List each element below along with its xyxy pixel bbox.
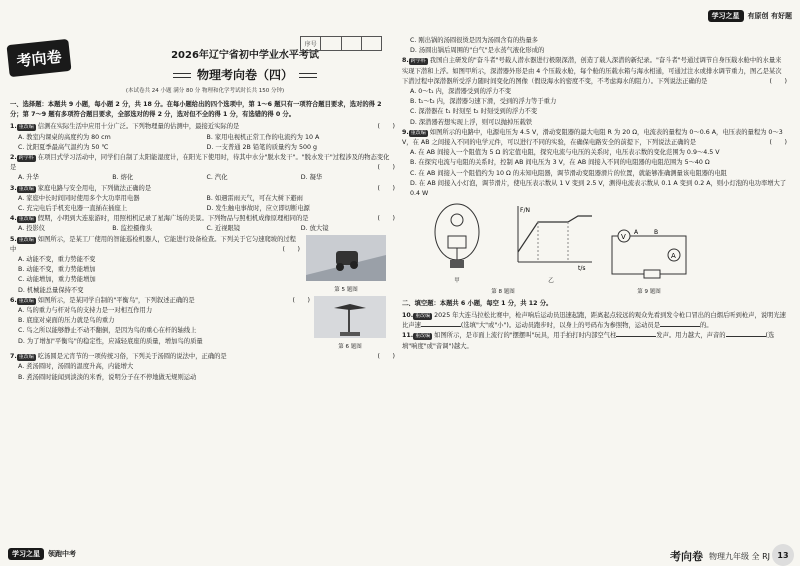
q-option: A. 0～t₁ 内，深潜器受到的浮力不变 <box>410 88 512 96</box>
q-option: D. 凝华 <box>300 174 323 182</box>
q-num: 3. <box>10 184 17 192</box>
q-option: D. 为了增加"平衡鸟"的稳定性，应减轻底座的质量，增加鸟的质量 <box>18 337 203 345</box>
circuit-diagram <box>604 226 694 282</box>
answer-blank[interactable] <box>616 336 656 337</box>
question-9: 9. 重改编 如图所示的电路中，电源电压为 4.5 V，滑动变阻器的最大电阻 R 为 20 Ω，电流表的量程为 0～0.6 A，电压表的量程为 0～3 V，在 AB 之间接入不同的电学元件，可以进行不同的实验，在确保电路安全的前提下，下列说法正确的是 ( ) A. 在 AB 间接入一个阻值为 5 Ω 的定值电阻，探究电流与电压的关系时，电压表示数的变化范围为 0.9～4.5 V B. 在探究电流与电阻的关系时，控制 AB 间电压为 3 V，在 AB 间接入不同的电阻器的电阻范围为 5～40 Ω C. 在 AB 间接入一个阻值约为 10 Ω 的未知电阻器，调节滑动变阻器滑片的位置，就能够准确测量该电阻器的电阻 D. 在 AB 间接入小灯泡，调节滑片，使电压表示数从 1 V 变到 2.5 V，测得电流表示数从 0.1 A 变到 0.2 A，则小灯泡的电功率增大了 0.4 W <box>402 128 787 199</box>
q-option: D. 机械能总量保持不变 <box>18 286 84 294</box>
brand-slogan: 有原创 有好题 <box>747 12 792 20</box>
q-stem: 吃汤圆是元宵节的一项传统习俗，下列关于汤圆的说法中，正确的是 <box>37 353 227 361</box>
q-num: 10. <box>402 312 414 320</box>
q-option: B. 底座对桌面的压力就是鸟的重力 <box>18 317 115 325</box>
svg-text:A: A <box>671 252 676 261</box>
q-stem: 我国自主研发的"奋斗者"号载人潜水器进行极限深潜，创造了载人深潜的新纪录。"奋斗者"号通过调节自身压载水舱中的水量来实现下潜和上浮。如图甲所示，深潜器外形是由 4 个压载水舱，每个舱的压载水箱与海水相通，可通过注水或排水调节重力，图乙是某次下潜过程中深潜器所受浮力随时间变化的图像（假设海水的密度不变，不考虑海水的阻力）。下列说法正确的是 <box>402 57 782 85</box>
svg-text:A: A <box>634 229 639 237</box>
tag-badge: 重改编 <box>18 297 34 304</box>
brand-top <box>708 10 792 22</box>
tag-badge: 跨学科 <box>18 155 34 162</box>
q-stem: 如图所示，是某工厂使用的智能巡检机器人，它能进行设备检查。下列关于它匀速爬坡的过程中 <box>10 235 296 253</box>
tag-badge: 跨学科 <box>410 58 426 65</box>
page-number: 13 <box>772 544 794 566</box>
brand-badge: 学习之星 <box>708 10 744 22</box>
question-2: 2. 跨学科 在项目式学习活动中，同学们自制了太阳能湿度计，在阳光下使用时，待其中水分"脱水发干"。"脱水发干"过程涉及的物态变化是 ( ) A. 升华 B. 熔化 C. 汽化 D. 凝华 <box>10 153 395 184</box>
q-option: D. 深潜器若想实现上浮，则可以抛掉压载铁 <box>410 118 533 126</box>
q-option: C. 深潜器在 t₁ 时刻至 t₂ 时刻受到的浮力不变 <box>410 108 538 116</box>
q-stem: 信测在实际生活中应用十分广泛。下列物理量的估测中，最接近实际的是 <box>37 123 240 131</box>
exam-note: (本试卷共 24 小题 满分 80 分 物理和化学考试时长共 150 分钟) <box>125 88 285 94</box>
footer <box>0 544 800 566</box>
figure-caption: 第 5 题图 <box>334 286 358 293</box>
answer-blank[interactable] <box>660 326 700 327</box>
q-stem: 如图所示，是某同学自制的"平衡鸟"，下列叙述正确的是 <box>37 296 195 304</box>
q-option: B. 煮汤圆时能闻到淡淡的米香，说明分子在不停地做无规则运动 <box>18 373 197 381</box>
section2-title: 二、填空题：本题共 6 小题，每空 1 分，共 12 分。 <box>402 299 553 307</box>
figure-caption: 第 8 题图 <box>491 288 515 295</box>
svg-text:V: V <box>621 233 626 242</box>
q-option: D. 在 AB 间接入小灯泡，调节滑片，使电压表示数从 1 V 变到 2.5 V，测得电流表示数从 0.1 A 变到 0.2 A，则小灯泡的电功率增大了 0.4 W <box>410 179 787 198</box>
q-option: A. 投影仪 <box>18 225 46 233</box>
q-num: 6. <box>10 296 17 304</box>
q-stem: 2025 年大连马拉松比赛中，枪声响后运动员迅速起跑，距离起点较远的观众先看到发令枪口冒出的白烟后听到枪声，说明光速比声速 <box>402 312 786 330</box>
q-stem: 在项目式学习活动中，同学们自制了太阳能湿度计，在阳光下使用时，待其中水分"脱水发干"。"脱水发干"过程涉及的物态变化是 <box>10 154 390 172</box>
svg-text:B: B <box>654 229 659 237</box>
q-num: 8. <box>402 57 409 65</box>
robot-illustration <box>306 235 386 281</box>
q-option: D. 放大镜 <box>300 225 329 233</box>
q-num: 11. <box>402 332 414 340</box>
q-option: C. 汽化 <box>206 174 228 182</box>
figure-8 <box>412 202 594 297</box>
q-option: B. 在探究电流与电阻的关系时，控制 AB 间电压为 3 V，在 AB 间接入不同的电阻器的电阻范围为 5～40 Ω <box>410 159 710 167</box>
balance-bird-illustration <box>314 296 386 338</box>
q-option: C. 在 AB 间接入一个阻值约为 10 Ω 的未知电阻器，调节滑动变阻器滑片的位置，就能够准确测量该电阻器的电阻 <box>410 169 727 177</box>
footer-subtitle: 物理九年级 全 RJ <box>708 551 770 561</box>
q-text: (选填"响度"或"音调")越大。 <box>402 332 775 350</box>
exam-title: 2026年辽宁省初中学业水平考试 <box>171 50 319 61</box>
q-option: B. 如遇雷雨天气，可在大树下避雨 <box>206 194 303 202</box>
q-option: C. 近视眼镜 <box>206 225 241 233</box>
question-4: 4. 重改编 假期，小明到大连旅游时，用照相机记录了星海广场的美景。下列物品与照相机成像原理相同的是 ( ) A. 投影仪 B. 监控摄像头 C. 近视眼镜 D. 放大镜 <box>10 214 395 234</box>
q-option: C. 鸟之所以能够静止不动不翻倒，是因为鸟的重心在杆的轴线上 <box>18 327 197 335</box>
figure-sublabel: 乙 <box>548 278 554 285</box>
q-text: 发声。用力越大，声音的 <box>656 332 726 340</box>
q-option: A. 在 AB 间接入一个阻值为 5 Ω 的定值电阻，探究电流与电压的关系时，电压表示数的变化范围为 0.9～4.5 V <box>410 149 720 157</box>
q-num: 5. <box>10 235 17 243</box>
q-option: A. 升华 <box>18 174 39 182</box>
seat-number-box <box>300 36 382 51</box>
q-option: B. 动能不变，重力势能增加 <box>18 266 96 274</box>
logo: 考向卷 <box>6 39 71 77</box>
q-option: D. 发生触电事故时，应立即切断电源 <box>206 205 310 213</box>
figure-9 <box>604 226 694 296</box>
q-option: B. 监控摄像头 <box>112 225 153 233</box>
tag-badge: 重改编 <box>410 129 426 136</box>
q-option: C. 充完电后手机充电器一直插在插座上 <box>18 205 128 213</box>
figure-caption: 第 6 题图 <box>338 344 362 351</box>
tag-badge: 重改编 <box>18 236 34 243</box>
buoyancy-graph <box>508 202 594 272</box>
question-10 <box>402 311 787 331</box>
q-option: C. 沈阳夏季最高气温约为 50 ℃ <box>18 143 109 151</box>
q-option: D. 一支普通 2B 铅笔的质量约为 500 g <box>206 143 317 151</box>
q-num: 9. <box>402 128 409 136</box>
figures-row <box>412 202 787 297</box>
tag-badge: 重改编 <box>415 313 431 320</box>
tag-badge: 重改编 <box>18 124 34 131</box>
y-axis-unit: F/N <box>520 207 530 215</box>
footer-brand-badge: 学习之星 <box>8 548 44 560</box>
q-option: A. 家庭中长时间同时使用多个大功率用电器 <box>18 194 140 202</box>
section1-title: 一、选择题：本题共 9 小题，每小题 2 分，共 18 分。在每小题给出的四个选项中，第 1～6 题只有一项符合题目要求，选对的得 2 分；第 7～9 题有多项符合题目要求，全部选对的得 2 分，选对但不全的得 1 分，有选错的得 0 分。 <box>10 101 382 119</box>
footer-title: 考向卷 <box>669 550 703 563</box>
q-num: 2. <box>10 154 17 162</box>
q-option: C. 刚出锅的汤圆很烫是因为汤圆含有的热量多 <box>410 37 539 44</box>
tag-badge: 重改编 <box>18 354 34 361</box>
footer-right <box>670 548 770 564</box>
q-option: D. 汤圆出锅后周围的"白气"是水蒸气液化形成的 <box>410 47 545 55</box>
q-text: (选填"大"或"小")。运动员跑步时，以身上的号码布为参照物，运动员是 <box>460 322 660 330</box>
answer-blank[interactable] <box>421 326 461 327</box>
tag-badge: 重改编 <box>18 216 34 223</box>
q-text: 的。 <box>700 322 713 330</box>
x-axis-unit: t/s <box>578 265 586 273</box>
figure-caption: 第 9 题图 <box>637 288 661 295</box>
q-option: B. 熔化 <box>112 174 134 182</box>
question-11 <box>402 331 787 351</box>
question-5: 5. 重改编 如图所示，是某工厂使用的智能巡检机器人，它能进行设备检查。下列关于它匀速爬坡的过程中 ( ) A. 动能不变，重力势能不变 B. 动能不变，重力势能增加 C. 动能增加，重力势能增加 D. 机械能总量保持不变 第 5 题图 <box>10 235 395 296</box>
figure-6 <box>314 296 386 352</box>
q-option: A. 鸟的重力与杆对鸟的支持力是一对相互作用力 <box>18 307 153 315</box>
question-3: 3. 重改编 家庭电路与安全用电，下列做法正确的是 ( ) A. 家庭中长时间同时使用多个大功率用电器 B. 如遇雷雨天气，可在大树下避雨 C. 充完电后手机充电器一直插在插座上 D. 发生触电事故时，应立即切断电源 <box>10 184 395 215</box>
q-num: 1. <box>10 123 17 131</box>
q-stem: 家庭电路与安全用电，下列做法正确的是 <box>37 184 152 192</box>
footer-brand-text: 领跑中考 <box>48 550 76 558</box>
tag-badge: 重改编 <box>415 333 431 340</box>
question-6: 6. 重改编 如图所示，是某同学自制的"平衡鸟"，下列叙述正确的是 ( ) A. 鸟的重力与杆对鸟的支持力是一对相互作用力 B. 底座对桌面的压力就是鸟的重力 C. 鸟之所以能够静止不动不翻倒，是因为鸟的重心在杆的轴线上 D. 为了增加"平衡鸟"的稳定性，应减轻底座的质量，增加鸟的质量 第 6 题图 <box>10 296 395 352</box>
question-7: 7. 重改编 吃汤圆是元宵节的一项传统习俗，下列关于汤圆的说法中，正确的是 ( ) A. 煮汤圆时，汤圆的温度升高，内能增大 B. 煮汤圆时能闻到淡淡的米香，说明分子在不停地做无规则运动 <box>10 352 395 383</box>
question-8: 8. 跨学科 我国自主研发的"奋斗者"号载人潜水器进行极限深潜，创造了载人深潜的新纪录。"奋斗者"号通过调节自身压载水舱中的水量来实现下潜和上浮。如图甲所示，深潜器外形是由 4 个压载水舱，每个舱的压载水箱与海水相通，可通过注水或排水调节重力，图乙是某次下潜过程中深潜器所受浮力随时间变化的图像（假设海水的密度不变，不考虑海水的阻力）。下列说法正确的是 ( ) A. 0～t₁ 内，深潜器受到的浮力不变 B. t₁～t₂ 内，深潜器匀速下滑，受到的浮力等于重力 C. 深潜器在 t₁ 时刻至 t₂ 时刻受到的浮力不变 D. 深潜器若想实现上浮，则可以抛掉压载铁 <box>402 56 787 127</box>
question-1: 1. 重改编 信测在实际生活中应用十分广泛。下列物理量的估测中，最接近实际的是 ( ) A. 教室内课桌的高度约为 80 cm B. 家用电视机正常工作的电流约为 10 A C. 沈阳夏季最高气温约为 50 ℃ D. 一支普通 2B 铅笔的质量约为 500 g <box>10 122 395 153</box>
figure-sublabel: 甲 <box>454 278 460 285</box>
q-stem: 假期，小明到大连旅游时，用照相机记录了星海广场的美景。下列物品与照相机成像原理相同的是 <box>37 215 309 223</box>
q-num: 4. <box>10 215 17 223</box>
seat-label: 序号 <box>301 37 321 50</box>
answer-blank[interactable] <box>726 336 766 337</box>
q-option: A. 煮汤圆时，汤圆的温度升高，内能增大 <box>18 363 134 371</box>
q-stem: 如图所示，是市面上流行的"摆摆叫"玩具，用手拍打时内部空气柱 <box>434 332 617 340</box>
q-option: C. 动能增加，重力势能增加 <box>18 276 96 284</box>
q-option: B. 家用电视机正常工作的电流约为 10 A <box>206 133 320 141</box>
figure-5 <box>306 235 386 296</box>
q-num: 7. <box>10 353 17 361</box>
tag-badge: 重改编 <box>18 185 34 192</box>
exam-subtitle: 物理考向卷（四） <box>140 66 350 83</box>
q-stem: 如图所示的电路中，电源电压为 4.5 V，滑动变阻器的最大电阻 R 为 20 Ω，电流表的量程为 0～0.6 A，电压表的量程为 0～3 V，在 AB 之间接入不同的电学元件，可以进行不同的实验，在确保电路安全的前提下，下列说法正确的是 <box>402 128 783 147</box>
right-column <box>402 36 787 352</box>
q-option: A. 动能不变，重力势能不变 <box>18 256 96 264</box>
footer-brand <box>8 548 76 560</box>
q-option: A. 教室内课桌的高度约为 80 cm <box>18 133 111 141</box>
q-option: B. t₁～t₂ 内，深潜器匀速下滑，受到的浮力等于重力 <box>410 98 557 106</box>
submersible-diagram <box>412 202 502 272</box>
left-column <box>10 98 395 383</box>
